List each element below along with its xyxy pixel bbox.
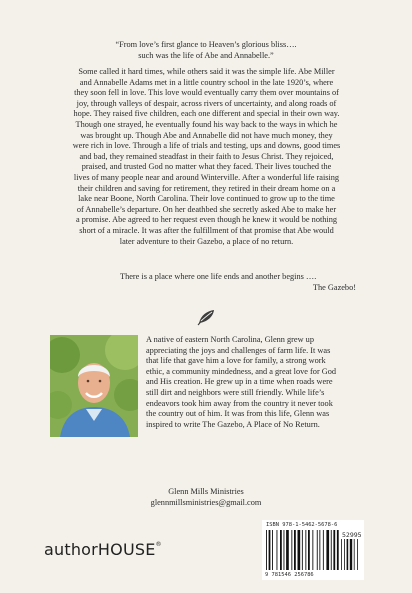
bio-line: endeavors took him away from the country it never took [146,398,333,408]
bio-line: appreciating the joys and challenges of farm life. It was [146,345,331,355]
summary-line: lives of many people near and around Winterville. After a wonderful life raising [73,172,340,182]
bio-line: ethic, a community mindedness, and a great love for God [146,366,337,376]
contact-info [110,487,302,508]
summary-line: short of a miracle. It was after the fulfillment of that promise that Abe would [79,225,334,235]
bio-line: still dirt and neighbors were still friendly. While life’s [146,387,325,397]
leaf-ornament-icon [195,307,217,327]
summary-line: were rich in love. Through a life of trials and testing, ups and downs, good times [72,141,341,151]
quote-line: such was the life of Abe and Annabelle.” [138,50,274,60]
summary-line: of Annabelle’s departure. On her deathbed she secretly asked Abe to make her [76,204,337,214]
bio-line: the country out of him. It was from this life, Glenn was [146,409,330,419]
contact-email: glennmillsministries@gmail.com [150,497,262,507]
summary-line: a promise. Abe agreed to her request even though he knew it would be nothing [75,215,338,225]
registered-mark: ® [155,541,162,548]
summary-line: and bad, they remained steadfast in their faith to Jesus Christ. They rejoiced, [79,151,334,161]
isbn-barcode [262,520,364,580]
author-bio [146,335,368,430]
summary-line: was brought up. Though Abe and Annabelle did not have much money, they [80,130,333,140]
summary-line: hope. They raised five children, each one different and special in their own way. [73,109,340,119]
tagline-line: There is a place where one life ends and another begins …. [120,272,317,281]
bio-line: A native of eastern North Carolina, Glenn grew up [146,335,314,344]
summary-line: later adventure to their Gazebo, a place of no return. [119,236,294,246]
author-photo [50,335,138,437]
publisher-name: authorHOUSE [44,540,156,559]
barcode-bars [262,520,364,580]
summary-line: praised, and trusted God no matter what they faced. Their lives touched the [81,162,332,172]
summary-line: and Annabelle Adams met in a little country school in the late 1920’s, where [79,77,334,87]
summary-line: they soon fell in love. This love would eventually carry them over mountains of [74,88,339,98]
quote-line: “From love’s first glance to Heaven’s glorious bliss…. [115,40,297,49]
tagline [120,272,356,293]
summary-line: Some called it hard times, while others said it was the simple life. Abe Miller [78,67,335,76]
summary-line: lake near Boone, North Carolina. Their love continued to grow up to the time [78,194,335,204]
bio-line: inspired to write The Gazebo, A Place of No Return. [146,419,320,429]
barcode-number: 9 781546 256786 [265,572,314,578]
ministry-name: Glenn Mills Ministries [168,487,244,496]
summary-line: joy, through valleys of despair, across rivers of uncertainty, and along roads of [76,98,337,108]
tagline-title: The Gazebo! [312,282,356,292]
summary-line: their children and saving for retirement, they retired in their dream home on a [77,183,336,193]
opening-quote [60,40,352,61]
isbn-label: ISBN 978-1-5462-5678-6 [266,522,338,528]
price-code: 52995 [342,531,362,539]
book-summary [50,67,363,247]
bio-line: that life that gave him a love for family, a strong work [146,356,326,366]
bio-line: and His creation. He grew up in a time when roads were [146,377,333,387]
publisher-logo [44,540,162,559]
summary-line: Though one strayed, he eventually found his way back to the ways in which he [75,119,338,129]
